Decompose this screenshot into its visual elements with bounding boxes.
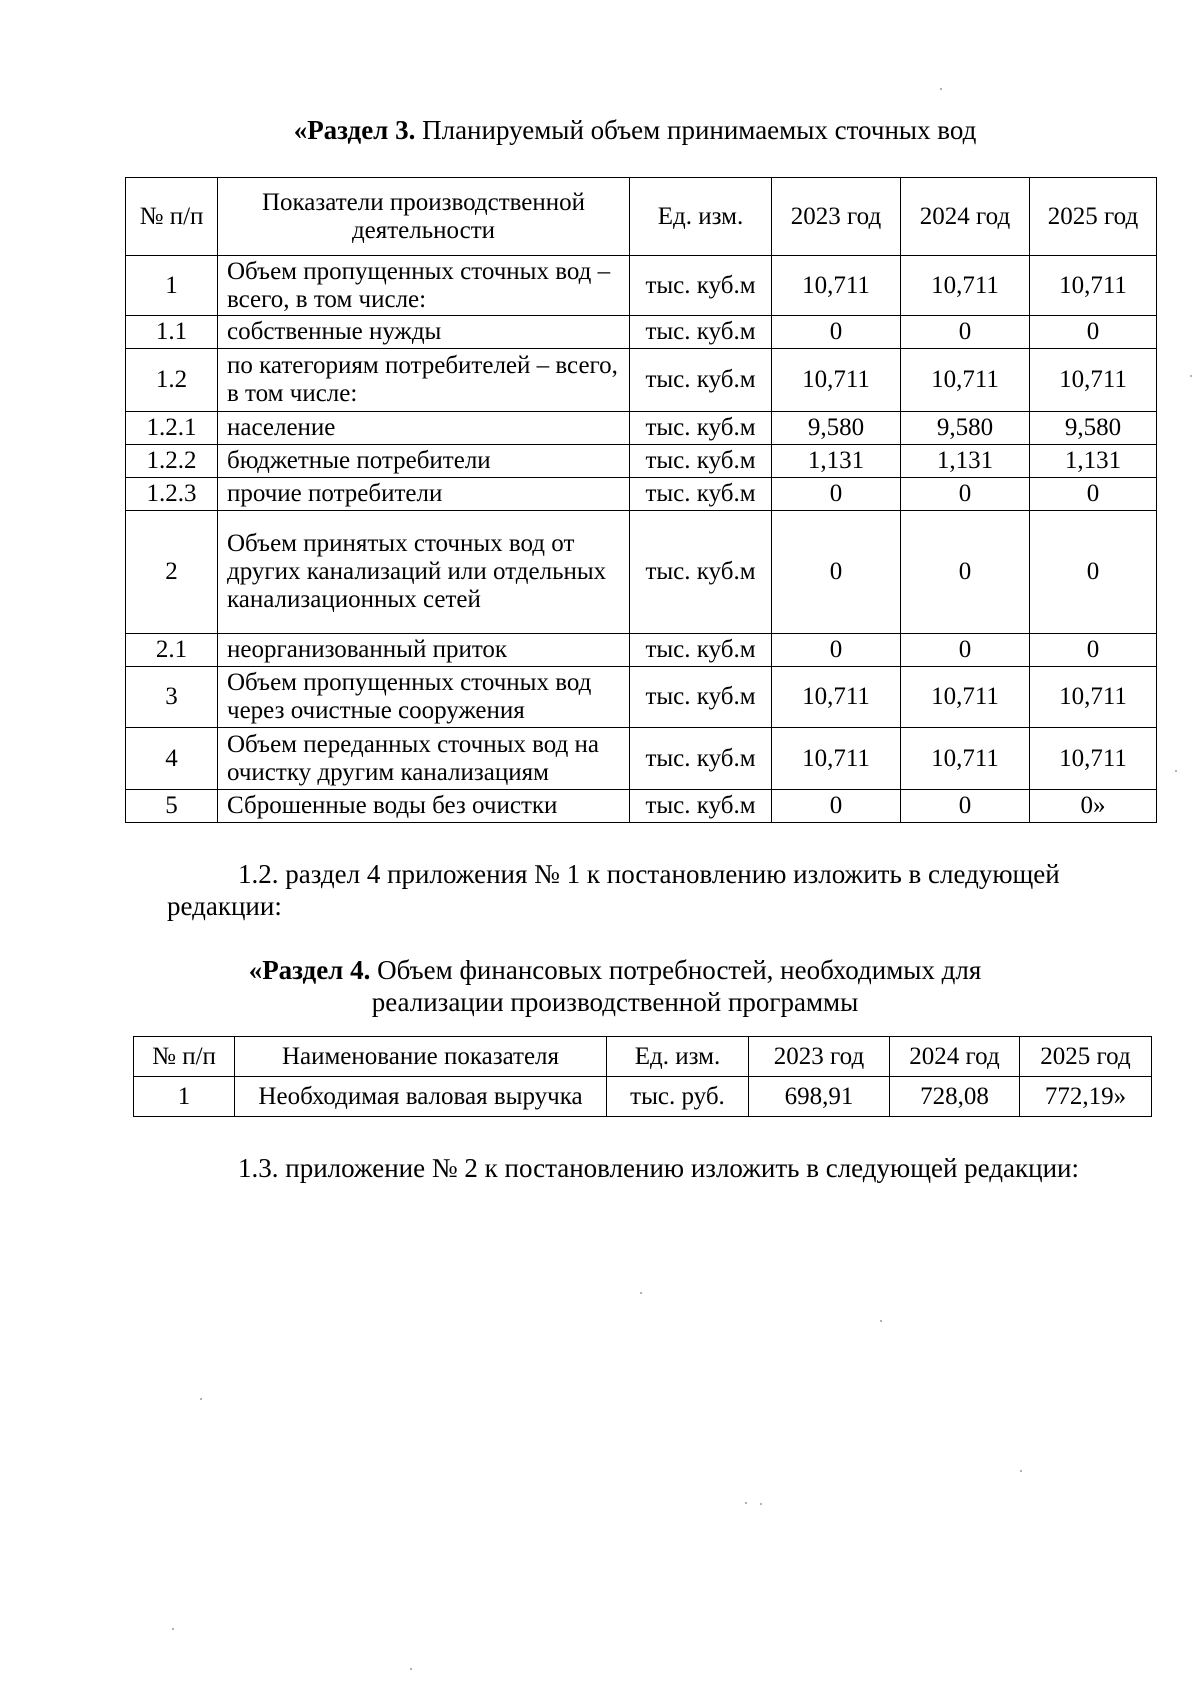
- row-num: 4: [126, 728, 218, 790]
- section3-table: [125, 177, 1157, 823]
- row-2023: 0: [772, 634, 901, 667]
- row-2023: 10,711: [772, 667, 901, 728]
- row-name: по категориям потребителей – всего, в том числе:: [218, 349, 630, 412]
- table-header-row: [134, 1037, 1152, 1077]
- header-indicator: Показатели производственной деятельности: [218, 178, 630, 256]
- row-unit: тыс. куб.м: [630, 728, 772, 790]
- row-2024: 0: [901, 790, 1030, 823]
- row-unit: тыс. куб.м: [630, 256, 772, 316]
- row-2024: 9,580: [901, 412, 1030, 445]
- row-unit: тыс. куб.м: [630, 634, 772, 667]
- scan-speck: [1020, 1470, 1022, 1472]
- header-2023: 2023 год: [772, 178, 901, 256]
- row-name: Необходимая валовая выручка: [235, 1077, 607, 1117]
- row-num: 1.1: [126, 316, 218, 349]
- row-num: 5: [126, 790, 218, 823]
- row-2023: 10,711: [772, 349, 901, 412]
- table-row: [126, 634, 1157, 667]
- row-2023: 1,131: [772, 445, 901, 478]
- header-2025: 2025 год: [1030, 178, 1157, 256]
- section3-heading: [0, 114, 1200, 146]
- row-2023: 10,711: [772, 256, 901, 316]
- row-unit: тыс. куб.м: [630, 316, 772, 349]
- row-name: Объем пропущенных сточных вод через очистные сооружения: [218, 667, 630, 728]
- row-name: бюджетные потребители: [218, 445, 630, 478]
- section4-heading-line1: [30, 954, 1200, 986]
- table-header-row: [126, 178, 1157, 256]
- row-unit: тыс. куб.м: [630, 412, 772, 445]
- table-row: [126, 412, 1157, 445]
- table-row: [126, 349, 1157, 412]
- row-name: Объем принятых сточных вод от других канализаций или отдельных канализационных сетей: [218, 511, 630, 634]
- row-2024: 10,711: [901, 256, 1030, 316]
- section4-heading: [0, 954, 1200, 1018]
- row-2024: 10,711: [901, 667, 1030, 728]
- row-num: 3: [126, 667, 218, 728]
- row-num: 1.2.3: [126, 478, 218, 511]
- table-row: [126, 478, 1157, 511]
- row-name: неорганизованный приток: [218, 634, 630, 667]
- scan-speck: [1175, 770, 1177, 772]
- row-2024: 10,711: [901, 349, 1030, 412]
- scan-speck: [172, 1628, 174, 1630]
- row-2023: 0: [772, 511, 901, 634]
- row-2025: 0: [1030, 478, 1157, 511]
- row-2025: 0: [1030, 316, 1157, 349]
- row-2025: 0: [1030, 511, 1157, 634]
- row-2025: 1,131: [1030, 445, 1157, 478]
- row-2025: 0: [1030, 634, 1157, 667]
- section4-title-line1: Объем финансовых потребностей, необходимых для: [370, 955, 982, 985]
- section4-label: «Раздел 4.: [248, 955, 371, 985]
- row-2023: 0: [772, 790, 901, 823]
- row-2024: 1,131: [901, 445, 1030, 478]
- scan-speck: [745, 1502, 747, 1504]
- header-num: № п/п: [134, 1037, 235, 1077]
- section4-title-line2: реализации производственной программы: [371, 987, 859, 1017]
- table-row: [134, 1077, 1152, 1117]
- row-2023: 0: [772, 316, 901, 349]
- table-row: [126, 667, 1157, 728]
- row-2025: 10,711: [1030, 728, 1157, 790]
- row-2023: 9,580: [772, 412, 901, 445]
- row-2024: 0: [901, 316, 1030, 349]
- table-row: [126, 445, 1157, 478]
- scan-speck: [880, 1320, 882, 1322]
- row-name: Объем пропущенных сточных вод – всего, в том числе:: [218, 256, 630, 316]
- paragraph-1-2: 1.2. раздел 4 приложения № 1 к постановлению изложить в следующей редакции:: [167, 859, 1060, 921]
- row-name: собственные нужды: [218, 316, 630, 349]
- row-unit: тыс. куб.м: [630, 511, 772, 634]
- row-2025: 10,711: [1030, 256, 1157, 316]
- scan-speck: [1190, 375, 1192, 377]
- section3-label: «Раздел 3.: [293, 115, 416, 145]
- row-name: Сброшенные воды без очистки: [218, 790, 630, 823]
- scan-speck: [200, 1398, 202, 1400]
- header-unit: Ед. изм.: [607, 1037, 749, 1077]
- row-name: Объем переданных сточных вод на очистку другим канализациям: [218, 728, 630, 790]
- row-num: 2.1: [126, 634, 218, 667]
- header-2024: 2024 год: [890, 1037, 1020, 1077]
- scan-speck: [940, 88, 942, 90]
- row-name: прочие потребители: [218, 478, 630, 511]
- row-num: 2: [126, 511, 218, 634]
- row-2024: 0: [901, 634, 1030, 667]
- row-unit: тыс. куб.м: [630, 790, 772, 823]
- header-2023: 2023 год: [749, 1037, 890, 1077]
- table-row: [126, 790, 1157, 823]
- header-indicator: Наименование показателя: [235, 1037, 607, 1077]
- row-unit: тыс. куб.м: [630, 445, 772, 478]
- row-num: 1.2.1: [126, 412, 218, 445]
- header-num: № п/п: [126, 178, 218, 256]
- row-2025: 0»: [1030, 790, 1157, 823]
- row-unit: тыс. куб.м: [630, 478, 772, 511]
- row-num: 1.2.2: [126, 445, 218, 478]
- row-2023: 698,91: [749, 1077, 890, 1117]
- header-2024: 2024 год: [901, 178, 1030, 256]
- table-row: [126, 316, 1157, 349]
- row-2025: 10,711: [1030, 667, 1157, 728]
- row-num: 1: [134, 1077, 235, 1117]
- header-2025: 2025 год: [1020, 1037, 1152, 1077]
- row-num: 1: [126, 256, 218, 316]
- row-2025: 10,711: [1030, 349, 1157, 412]
- row-unit: тыс. куб.м: [630, 667, 772, 728]
- row-name: население: [218, 412, 630, 445]
- row-2025: 9,580: [1030, 412, 1157, 445]
- section3-title: Планируемый объем принимаемых сточных вод: [415, 115, 977, 145]
- row-2023: 10,711: [772, 728, 901, 790]
- table-row: [126, 256, 1157, 316]
- row-num: 1.2: [126, 349, 218, 412]
- section4-table: [133, 1036, 1152, 1117]
- row-2024: 10,711: [901, 728, 1030, 790]
- row-2024: 728,08: [890, 1077, 1020, 1117]
- paragraph-1-3: 1.3. приложение № 2 к постановлению изложить в следующей редакции:: [238, 1153, 1079, 1183]
- row-2024: 0: [901, 478, 1030, 511]
- scan-speck: [410, 1668, 412, 1670]
- row-unit: тыс. куб.м: [630, 349, 772, 412]
- row-2023: 0: [772, 478, 901, 511]
- table-row: [126, 728, 1157, 790]
- table-row: [126, 511, 1157, 634]
- row-2025: 772,19»: [1020, 1077, 1152, 1117]
- row-unit: тыс. руб.: [607, 1077, 749, 1117]
- header-unit: Ед. изм.: [630, 178, 772, 256]
- scan-speck: [760, 1503, 762, 1505]
- row-2024: 0: [901, 511, 1030, 634]
- scan-speck: [640, 1292, 642, 1294]
